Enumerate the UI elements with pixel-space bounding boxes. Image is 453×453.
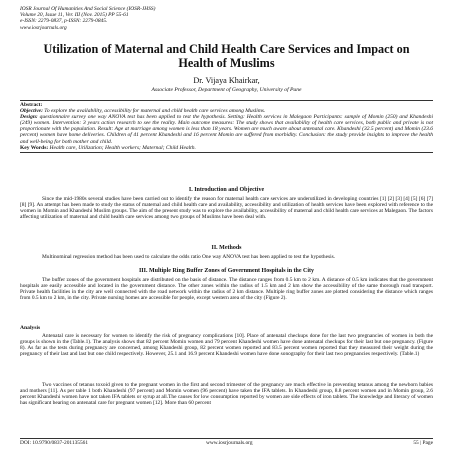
author-name: Dr. Vijaya Khairkar, xyxy=(193,76,260,85)
section-heading-methods: II. Methods xyxy=(211,245,242,251)
analysis-paragraph-1: Antenatal care is necessary for women to identify the risk of pregnancy complications [10]. Place of antenatal checkups done for the last two pregnancies of women in both the groups is shown in the (Table.1). The analysis shows that 82 percent Momin women and 79 percent Khandeshi women have done antenatal checkups for their last but one pregnancy. (Figure 8). As far as the tests during pregnancy are concerned, among Khandeshi group, 82 percent women reported and 83.5 percent women reported that they measured their weight during the pregnancy of their last and last but one child respectively. However, 25.1 and 16.9 percent Khandeshi women have done sonography for their last two pregnancies respectively. (Table.1) xyxy=(20,333,433,358)
section-heading-introduction: I. Introduction and Objective xyxy=(188,187,265,193)
abstract-box xyxy=(20,100,433,153)
paper-title: Utilization of Maternal and Child Health Care Services and Impact on Health of Muslims xyxy=(43,42,410,70)
journal-header xyxy=(20,6,320,31)
keywords-label: Key Words: xyxy=(20,144,49,151)
author-affiliation: Associate Professor, Department of Geography, University of Pune xyxy=(151,87,302,93)
introduction-body: Since the mid-1980s several studies have been carried out to identify the reason for maternal health care services are underutilized in developing countries [1] [2] [3] [4] [5] [6] [7] [8] [9]. An attempt has been made to study the status of maternal and child health care and availability, accessibility and utilization of health services have been explored with reference to the women in Momin and Khandeshi Muslim groups. The aim of the present study was to explore the availability, accessibility of maternal and child health care services at Malegaon. The factors affecting utilization of maternal and child health care services among two groups of Muslims have been deal with. xyxy=(20,196,433,221)
journal-issn: e-ISSN: 2279-0837, p-ISSN: 2279-0845. xyxy=(20,18,108,25)
footer-doi: DOI: 10.9790/0837-201135561 xyxy=(20,440,89,446)
footer-page-number: 55 | Page xyxy=(413,440,433,446)
methods-body: Multinominal regression method has been used to calculate the odds ratio One way ANOVA test has been applied to test the hypothesis. xyxy=(42,254,336,260)
journal-volume: Volume 20, Issue 11, Ver. III (Nov. 2015) PP 55-61 xyxy=(20,12,129,19)
analysis-paragraph-2: Two vaccines of tetanus toxoid given to the pregnant women in the first and second trimester of the pregnancy are much effective in preventing tetanus among the newborn babies and mothers [11]. As per table 1 both Khandeshi (97 percent) and Momin women (96 percent) have taken the IFA tablets. In Khandeshi group, 8.8 percent women and in Momin group, 2.6 percent Khandeshi women have not taken IFA tablets or syrup at all.The causes for low consumption reported by women are side effects of iron tablets. The knowledge and literacy of women has significant bearing on antenatal care for pregnant women [12]. More than 60 percent xyxy=(20,382,433,407)
objective-text: To explore the availability, accessibility for maternal and child health care services among Muslims. xyxy=(44,108,266,115)
design-text: questionnaire survey one way ANOVA test has been applied to test the hypothesis. Setting: Health services in Malegaon Participants: sample of Momin (250) and Khandeshi (249) women. Intervention: 3 years action research to see the reality. Main outcome measures: The study shows that availability of health care services, both public and private is not proportionate with the population. Result: Age at marriage among women is less than 18 years. Women are much aware about antenatal care. Khandeshi (32.5 percent) and Momin (23.6 percent) women have home deliveries. Children of 41 percent Khandeshi and 16 percent Momin are suffered from morbidity. Conclusion: the study provide insights to improve the health and well-being for both mother and child. xyxy=(20,114,433,145)
section-heading-buffer-zones: III. Multiple Ring Buffer Zones of Government Hospitals in the City xyxy=(138,268,315,274)
analysis-heading: Analysis xyxy=(20,325,41,331)
journal-name: IOSR Journal Of Humanities And Social Science (IOSR-JHSS) xyxy=(20,6,156,12)
page-footer xyxy=(20,438,433,446)
keywords-text: Health care, Utilization; Health workers; Maternal; Child Health. xyxy=(49,144,196,151)
journal-website: www.iosrjournals.org xyxy=(20,24,67,31)
footer-website: www.iosrjournals.org xyxy=(206,440,253,446)
abstract-heading: Abstract: xyxy=(20,102,43,108)
design-label: Design: xyxy=(20,114,38,121)
objective-label: Objective: xyxy=(20,108,43,115)
buffer-zones-body: The buffer zones of the government hospitals are distributed on the basis of distance. The distance ranges from 0.5 km to 2 km. A distance of 0.5 km indicates that the government hospitals are easily accessible and located in the government distance. The other zones within the radius of 1.5 km and 2 km show the accessibility of the same thorough road transport. Private health facilities in the city are well connected with the road network within the radius of 2 km distance. Multiple ring buffer zones are plotted considering the distance which ranges from 0.5 km to 2 km, in the city. Private nursing homes are accessible for people, except western area of the city (Figure 2). xyxy=(20,277,433,302)
